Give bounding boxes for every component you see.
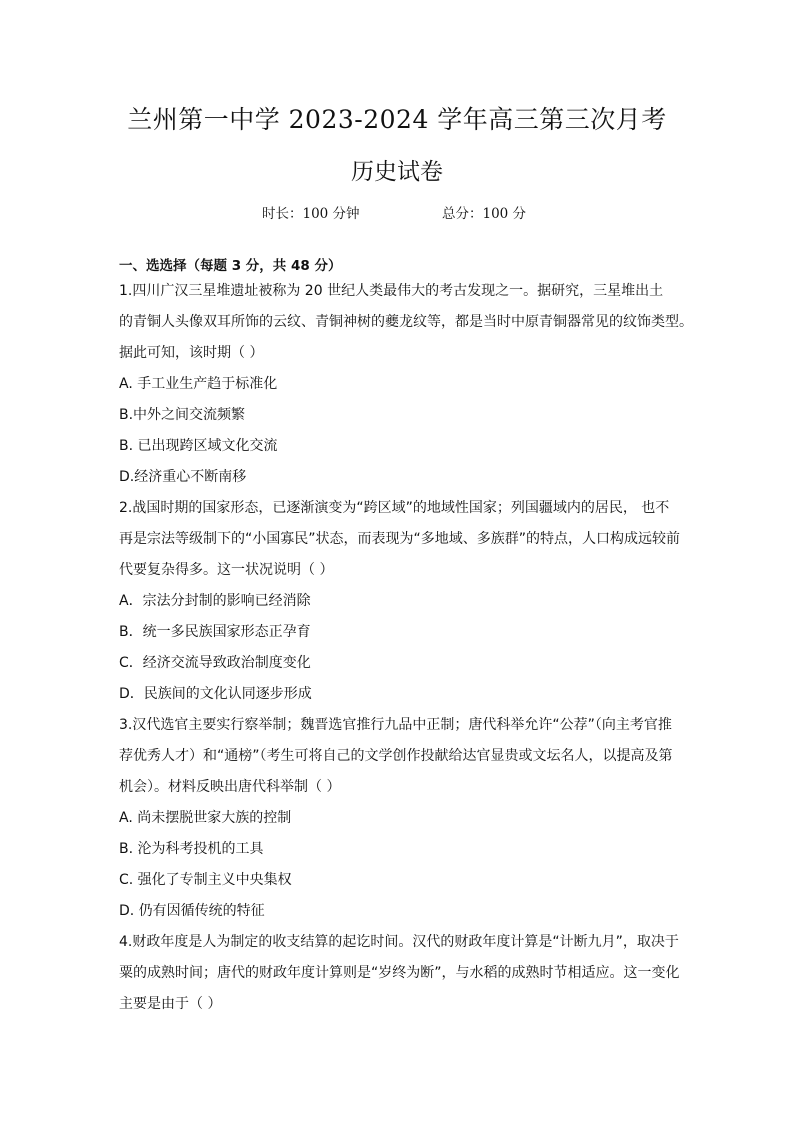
question-stem-line: 代要复杂得多。这一状况说明（ ） xyxy=(119,562,334,578)
answer-option[interactable]: B. 已出现跨区域文化交流 xyxy=(119,438,278,454)
answer-option[interactable]: A. 手工业生产趋于标准化 xyxy=(119,376,278,392)
exam-total-score: 总分：100 分 xyxy=(442,206,527,222)
question-stem-line: 机会）。材料反映出唐代科举制（ ） xyxy=(119,779,341,795)
answer-option[interactable]: B．统一多民族国家形态正孕育 xyxy=(119,624,311,640)
question-stem-line: 的青铜人头像双耳所饰的云纹、青铜神树的夔龙纹等，都是当时中原青铜器常见的纹饰类型。 xyxy=(119,314,693,330)
question-stem-line: 据此可知，该时期（ ） xyxy=(119,345,264,361)
answer-option[interactable]: C. 强化了专制主义中央集权 xyxy=(119,872,292,888)
question-stem-line: 1.四川广汉三星堆遗址被称为 20 世纪人类最伟大的考古发现之一。据研究，三星堆出土 xyxy=(119,283,664,299)
answer-option[interactable]: D. 仍有因循传统的特征 xyxy=(119,903,265,919)
answer-option[interactable]: B.中外之间交流频繁 xyxy=(119,407,246,423)
question-stem-line: 主要是由于（ ） xyxy=(119,996,222,1012)
question-list xyxy=(119,280,693,1024)
answer-option[interactable]: A．宗法分封制的影响已经消除 xyxy=(119,593,311,609)
question-stem-line: 荐优秀人才）和“通榜”（考生可将自己的文学创作投献给达官显贵或文坛名人，以提高及第 xyxy=(119,748,673,764)
answer-option[interactable]: B. 沦为科考投机的工具 xyxy=(119,841,264,857)
answer-option[interactable]: D．民族间的文化认同逐步形成 xyxy=(119,686,312,702)
question-stem-line: 3.汉代选官主要实行察举制；魏晋选官推行九品中正制；唐代科举允许“公荐”（向主考官推 xyxy=(119,717,672,733)
question-stem-line: 2.战国时期的国家形态，已逐渐演变为“跨区域”的地域性国家；列国疆域内的居民， 也不 xyxy=(119,500,670,516)
exam-title: 兰州第一中学 2023-2024 学年高三第三次月考 xyxy=(127,105,667,134)
question-stem-line: 4.财政年度是人为制定的收支结算的起讫时间。汉代的财政年度计算是“计断九月”，取决于 xyxy=(119,934,679,950)
answer-option[interactable]: D.经济重心不断南移 xyxy=(119,469,247,485)
exam-subtitle: 历史试卷 xyxy=(351,159,443,185)
answer-option[interactable]: C．经济交流导致政治制度变化 xyxy=(119,655,311,671)
answer-option[interactable]: A. 尚未摆脱世家大族的控制 xyxy=(119,810,292,826)
section-heading: 一、选选择（每题 3 分，共 48 分） xyxy=(119,258,342,274)
exam-duration: 时长：100 分钟 xyxy=(262,206,360,222)
question-stem-line: 再是宗法等级制下的“小国寡民”状态，而表现为“多地域、多族群”的特点，人口构成远较前 xyxy=(119,531,681,547)
question-stem-line: 粟的成熟时间；唐代的财政年度计算则是“岁终为断”，与水稻的成熟时节相适应。这一变化 xyxy=(119,965,680,981)
